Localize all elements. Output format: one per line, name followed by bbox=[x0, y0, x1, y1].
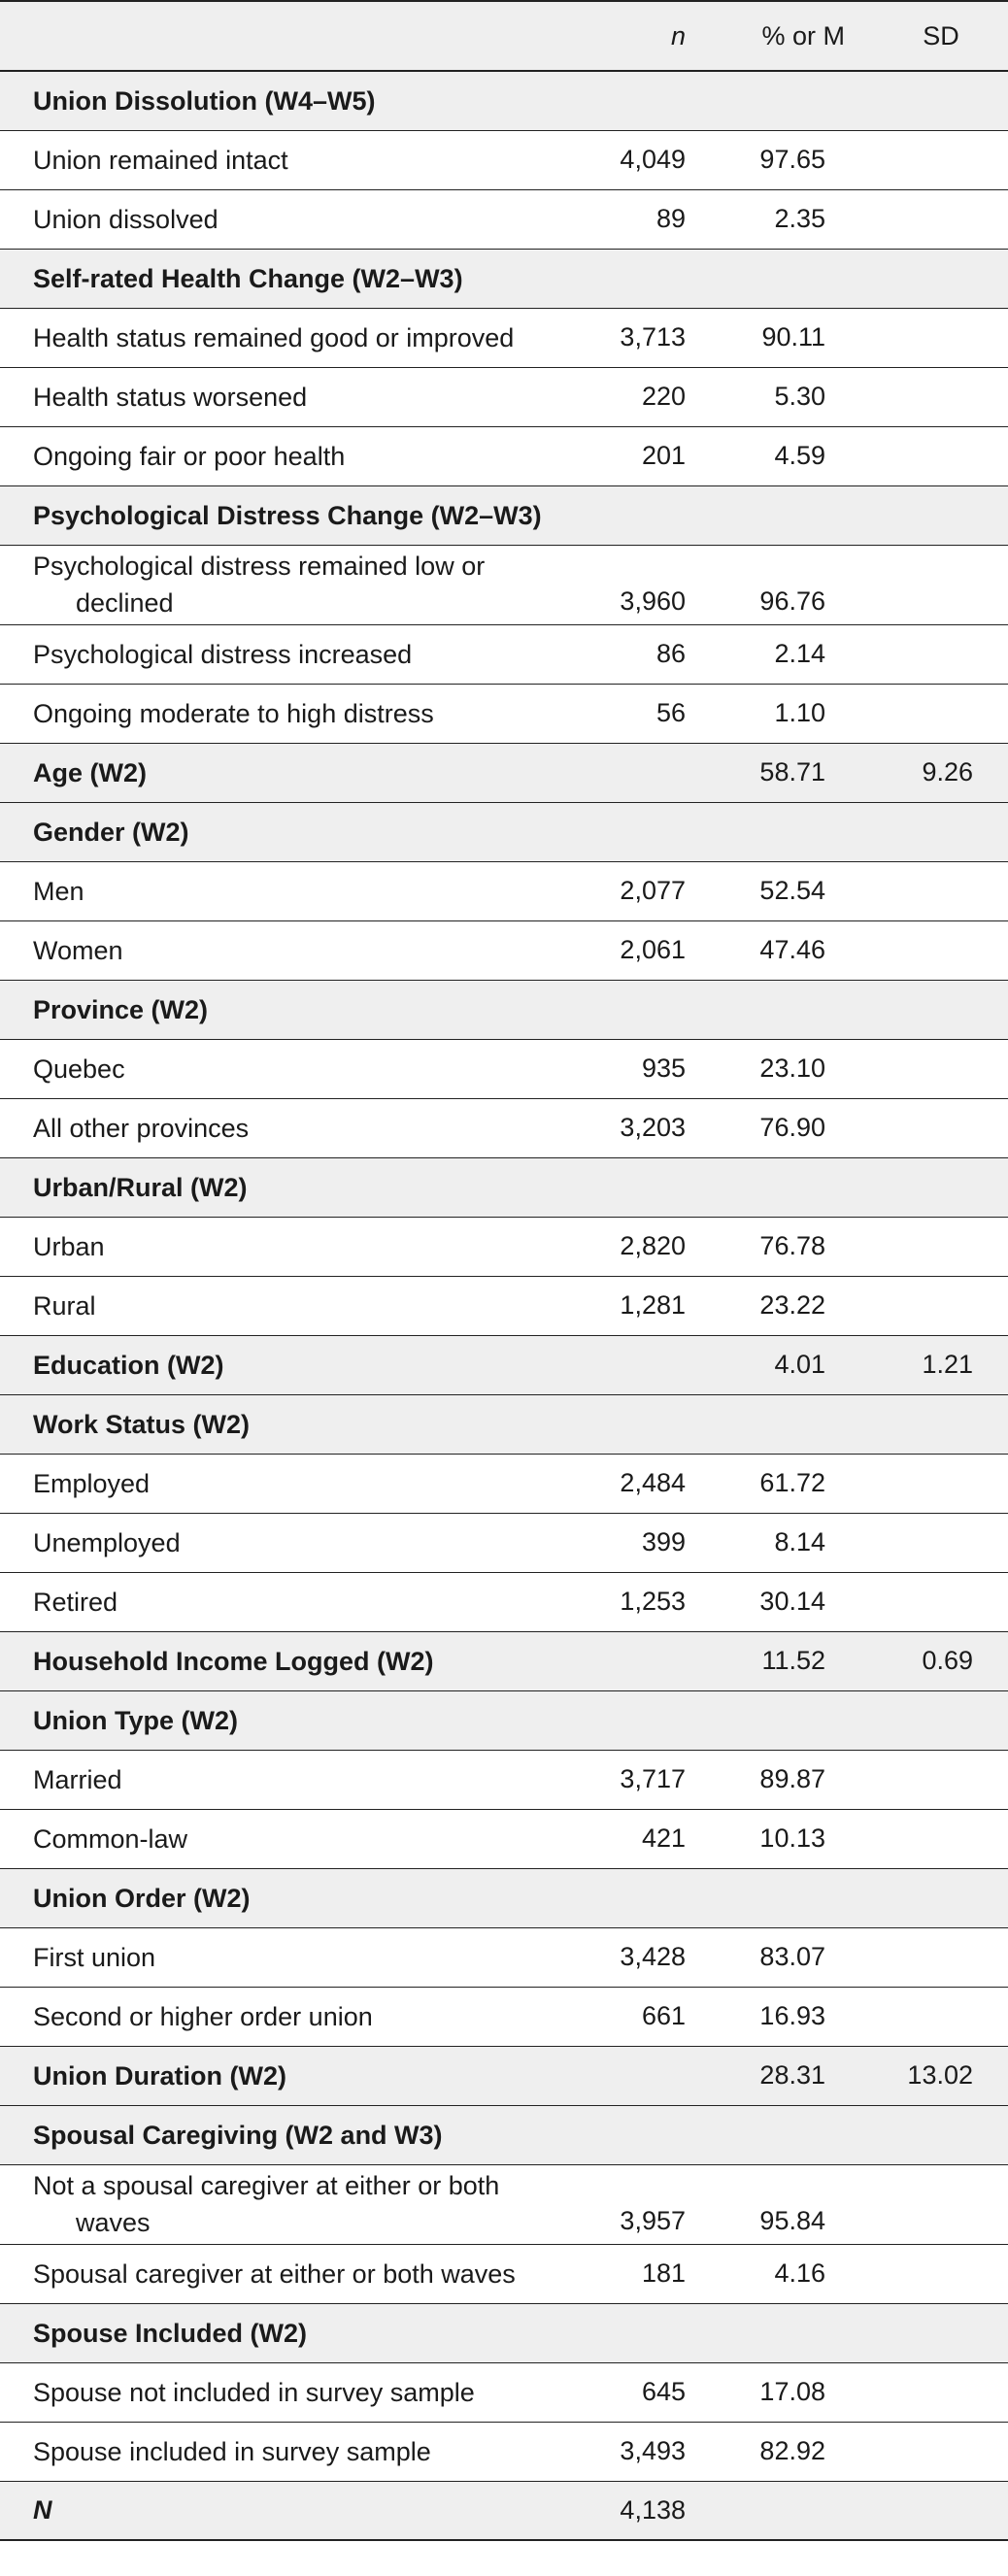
row-label: Urban/Rural (W2) bbox=[33, 1172, 248, 1202]
sd-cell bbox=[874, 2422, 1008, 2481]
n-cell: 2,484 bbox=[620, 1468, 686, 1497]
n-cell: 3,493 bbox=[620, 2436, 686, 2465]
pct-or-mean-cell: 97.65 bbox=[759, 145, 825, 174]
sd-cell bbox=[874, 1572, 1008, 1631]
pct-or-mean-cell: 23.10 bbox=[759, 1054, 825, 1083]
n-cell bbox=[592, 2303, 732, 2362]
row-label: Psychological distress increased bbox=[33, 639, 413, 669]
n-cell: 1,253 bbox=[620, 1587, 686, 1616]
pct-or-mean-cell: 90.11 bbox=[761, 322, 825, 351]
pct-or-mean-cell: 82.92 bbox=[759, 2436, 825, 2465]
n-cell bbox=[592, 1394, 732, 1454]
pct-or-mean-cell bbox=[732, 2481, 874, 2540]
pct-or-mean-cell: 4.59 bbox=[774, 441, 825, 470]
sd-cell bbox=[874, 980, 1008, 1039]
sd-cell bbox=[874, 2362, 1008, 2422]
n-cell bbox=[592, 249, 732, 308]
row-label: Employed bbox=[33, 1468, 151, 1498]
pct-or-mean-cell bbox=[732, 1157, 874, 1217]
row-label: Spousal caregiver at either or both waves bbox=[33, 2258, 516, 2289]
row-label: Ongoing fair or poor health bbox=[33, 441, 346, 471]
table-row bbox=[0, 861, 1008, 920]
row-label: Women bbox=[33, 935, 123, 965]
table-row bbox=[0, 2244, 1008, 2303]
pct-or-mean-cell: 23.22 bbox=[759, 1290, 825, 1320]
table-row bbox=[0, 1454, 1008, 1513]
n-cell: 86 bbox=[655, 639, 686, 668]
header-row bbox=[0, 1, 1008, 71]
table-row bbox=[0, 684, 1008, 743]
pct-or-mean-cell: 10.13 bbox=[759, 1823, 825, 1853]
n-cell: 399 bbox=[641, 1527, 686, 1556]
n-cell: 421 bbox=[641, 1823, 686, 1853]
pct-or-mean-cell: 2.14 bbox=[774, 639, 825, 668]
row-label: Union Type (W2) bbox=[33, 1705, 238, 1735]
row-label: Union dissolved bbox=[33, 204, 218, 234]
header-n: n bbox=[592, 1, 732, 71]
sd-cell bbox=[874, 2105, 1008, 2164]
pct-or-mean-cell bbox=[732, 1394, 874, 1454]
row-label: Spouse Included (W2) bbox=[33, 2318, 308, 2348]
header-label bbox=[0, 1, 592, 71]
table-row bbox=[0, 367, 1008, 426]
sd-cell bbox=[874, 189, 1008, 249]
sd-cell bbox=[874, 684, 1008, 743]
row-label-line-1: Psychological distress remained low or bbox=[33, 552, 486, 581]
section-row bbox=[0, 1868, 1008, 1927]
n-cell bbox=[592, 1868, 732, 1927]
n-cell: 3,713 bbox=[620, 322, 686, 351]
table-row bbox=[0, 426, 1008, 485]
row-label-line-1: Not a spousal caregiver at either or both bbox=[33, 2171, 500, 2200]
sd-cell bbox=[874, 1513, 1008, 1572]
row-label-line-2: waves bbox=[76, 2208, 151, 2237]
n-cell bbox=[592, 980, 732, 1039]
section-row bbox=[0, 1335, 1008, 1394]
sd-cell bbox=[874, 426, 1008, 485]
sd-cell bbox=[874, 249, 1008, 308]
n-cell: 3,717 bbox=[620, 1764, 686, 1793]
n-cell bbox=[592, 2046, 732, 2105]
pct-or-mean-cell: 47.46 bbox=[759, 935, 825, 964]
row-label: Work Status (W2) bbox=[33, 1409, 251, 1439]
n-cell: 4,138 bbox=[620, 2494, 686, 2525]
sd-cell bbox=[874, 1098, 1008, 1157]
table-header bbox=[0, 1, 1008, 71]
n-cell bbox=[592, 743, 732, 802]
row-label: Common-law bbox=[33, 1823, 188, 1854]
n-cell bbox=[592, 2105, 732, 2164]
pct-or-mean-cell: 83.07 bbox=[759, 1942, 825, 1971]
row-label: Household Income Logged (W2) bbox=[33, 1646, 434, 1676]
row-label bbox=[0, 2164, 592, 2244]
sd-cell bbox=[874, 1690, 1008, 1750]
pct-or-mean-cell bbox=[732, 71, 874, 130]
n-cell: 3,960 bbox=[620, 585, 686, 616]
row-label: Gender (W2) bbox=[33, 817, 189, 847]
table-row bbox=[0, 130, 1008, 189]
row-label: Quebec bbox=[33, 1054, 125, 1084]
pct-or-mean-cell: 52.54 bbox=[759, 876, 825, 905]
header-pct-or-mean: % or M bbox=[732, 1, 874, 71]
section-row bbox=[0, 743, 1008, 802]
pct-or-mean-cell: 61.72 bbox=[759, 1468, 825, 1497]
sd-cell bbox=[874, 485, 1008, 545]
row-label: Rural bbox=[33, 1290, 96, 1321]
row-label: All other provinces bbox=[33, 1113, 250, 1143]
total-row bbox=[0, 2481, 1008, 2540]
row-label: Education (W2) bbox=[33, 1350, 224, 1380]
sd-cell bbox=[874, 1217, 1008, 1276]
n-cell: 645 bbox=[641, 2377, 686, 2406]
row-label: Spouse included in survey sample bbox=[33, 2436, 431, 2466]
row-label: Unemployed bbox=[33, 1527, 181, 1557]
table-row bbox=[0, 1809, 1008, 1868]
section-row bbox=[0, 249, 1008, 308]
table-row bbox=[0, 1217, 1008, 1276]
sd-cell bbox=[874, 624, 1008, 684]
n-cell: 56 bbox=[655, 698, 686, 727]
table-row bbox=[0, 1098, 1008, 1157]
sd-cell bbox=[874, 1454, 1008, 1513]
row-label: Union Order (W2) bbox=[33, 1883, 251, 1913]
pct-or-mean-cell: 11.52 bbox=[761, 1646, 825, 1675]
table-row bbox=[0, 920, 1008, 980]
row-label: Second or higher order union bbox=[33, 2001, 373, 2031]
row-label: First union bbox=[33, 1942, 156, 1972]
pct-or-mean-cell: 17.08 bbox=[759, 2377, 825, 2406]
pct-or-mean-cell: 28.31 bbox=[759, 2060, 825, 2090]
row-label: N bbox=[33, 2495, 52, 2526]
n-cell: 661 bbox=[641, 2001, 686, 2030]
sd-cell bbox=[874, 1868, 1008, 1927]
pct-or-mean-cell bbox=[732, 1690, 874, 1750]
pct-or-mean-cell: 4.01 bbox=[774, 1350, 825, 1379]
n-cell: 181 bbox=[641, 2258, 686, 2288]
sd-cell bbox=[874, 1276, 1008, 1335]
n-cell: 4,049 bbox=[620, 145, 686, 174]
sd-cell bbox=[874, 2164, 1008, 2244]
n-cell: 201 bbox=[641, 441, 686, 470]
pct-or-mean-cell bbox=[732, 1868, 874, 1927]
sd-cell bbox=[874, 545, 1008, 624]
row-label: Married bbox=[33, 1764, 122, 1794]
n-cell bbox=[592, 71, 732, 130]
n-cell: 220 bbox=[641, 382, 686, 411]
row-label: Health status remained good or improved bbox=[33, 322, 515, 352]
pct-or-mean-cell: 76.90 bbox=[759, 1113, 825, 1142]
table-row bbox=[0, 1276, 1008, 1335]
table-row bbox=[0, 1572, 1008, 1631]
table-body bbox=[0, 71, 1008, 2540]
n-cell bbox=[592, 1631, 732, 1690]
n-cell bbox=[592, 1690, 732, 1750]
sd-cell bbox=[874, 861, 1008, 920]
table-row bbox=[0, 2362, 1008, 2422]
row-label: Age (W2) bbox=[33, 757, 147, 787]
sd-cell bbox=[874, 130, 1008, 189]
n-cell bbox=[592, 1157, 732, 1217]
sd-cell bbox=[874, 71, 1008, 130]
row-label: Urban bbox=[33, 1231, 105, 1261]
row-label: Union Dissolution (W4–W5) bbox=[33, 85, 376, 116]
pct-or-mean-cell: 58.71 bbox=[759, 757, 825, 786]
table-row bbox=[0, 189, 1008, 249]
n-cell: 2,820 bbox=[620, 1231, 686, 1260]
pct-or-mean-cell: 95.84 bbox=[759, 2205, 825, 2235]
n-cell: 89 bbox=[655, 204, 686, 233]
n-cell: 1,281 bbox=[620, 1290, 686, 1320]
sd-cell bbox=[874, 2303, 1008, 2362]
pct-or-mean-cell bbox=[732, 485, 874, 545]
n-cell bbox=[592, 485, 732, 545]
n-cell: 935 bbox=[641, 1054, 686, 1083]
pct-or-mean-cell bbox=[732, 802, 874, 861]
row-label: Union remained intact bbox=[33, 145, 288, 175]
sd-cell bbox=[874, 1987, 1008, 2046]
sd-cell: 0.69 bbox=[922, 1646, 973, 1675]
header-sd: SD bbox=[874, 1, 1008, 71]
n-cell: 2,077 bbox=[620, 876, 686, 905]
sd-cell: 13.02 bbox=[907, 2060, 973, 2090]
n-cell: 3,428 bbox=[620, 1942, 686, 1971]
pct-or-mean-cell bbox=[732, 2303, 874, 2362]
pct-or-mean-cell: 2.35 bbox=[774, 204, 825, 233]
row-label: Men bbox=[33, 876, 84, 906]
n-cell: 2,061 bbox=[620, 935, 686, 964]
table-row bbox=[0, 545, 1008, 624]
table-row bbox=[0, 1750, 1008, 1809]
pct-or-mean-cell: 76.78 bbox=[759, 1231, 825, 1260]
pct-or-mean-cell bbox=[732, 249, 874, 308]
sd-cell bbox=[874, 1039, 1008, 1098]
row-label: Union Duration (W2) bbox=[33, 2060, 286, 2091]
row-label: Ongoing moderate to high distress bbox=[33, 698, 434, 728]
section-row bbox=[0, 2046, 1008, 2105]
table-row bbox=[0, 1927, 1008, 1987]
sd-cell: 1.21 bbox=[922, 1350, 973, 1379]
table-row bbox=[0, 2422, 1008, 2481]
section-row bbox=[0, 1631, 1008, 1690]
row-label: Psychological Distress Change (W2–W3) bbox=[33, 500, 542, 530]
pct-or-mean-cell: 16.93 bbox=[759, 2001, 825, 2030]
pct-or-mean-cell: 89.87 bbox=[759, 1764, 825, 1793]
table-row bbox=[0, 308, 1008, 367]
table-row bbox=[0, 2164, 1008, 2244]
pct-or-mean-cell bbox=[732, 980, 874, 1039]
sd-cell bbox=[874, 802, 1008, 861]
table-row bbox=[0, 1987, 1008, 2046]
section-row bbox=[0, 2105, 1008, 2164]
section-row bbox=[0, 71, 1008, 130]
pct-or-mean-cell: 30.14 bbox=[759, 1587, 825, 1616]
row-label bbox=[0, 545, 592, 624]
pct-or-mean-cell: 5.30 bbox=[774, 382, 825, 411]
row-label-line-2: declined bbox=[76, 588, 174, 618]
sd-cell bbox=[874, 2244, 1008, 2303]
section-row bbox=[0, 980, 1008, 1039]
sd-cell: 9.26 bbox=[922, 757, 973, 786]
sd-cell bbox=[874, 920, 1008, 980]
row-label: Province (W2) bbox=[33, 994, 209, 1024]
section-row bbox=[0, 1394, 1008, 1454]
row-label: Self-rated Health Change (W2–W3) bbox=[33, 263, 463, 293]
sd-cell bbox=[874, 1157, 1008, 1217]
section-row bbox=[0, 485, 1008, 545]
table-row bbox=[0, 1039, 1008, 1098]
n-cell bbox=[592, 1335, 732, 1394]
pct-or-mean-cell: 4.16 bbox=[774, 2258, 825, 2288]
row-label: Health status worsened bbox=[33, 382, 308, 412]
n-cell: 3,203 bbox=[620, 1113, 686, 1142]
sd-cell bbox=[874, 2481, 1008, 2540]
row-label: Spouse not included in survey sample bbox=[33, 2377, 475, 2407]
sd-cell bbox=[874, 1750, 1008, 1809]
sd-cell bbox=[874, 1809, 1008, 1868]
n-cell: 3,957 bbox=[620, 2205, 686, 2235]
section-row bbox=[0, 802, 1008, 861]
sd-cell bbox=[874, 308, 1008, 367]
row-label: Retired bbox=[33, 1587, 118, 1617]
pct-or-mean-cell: 1.10 bbox=[774, 698, 825, 727]
sd-cell bbox=[874, 1927, 1008, 1987]
section-row bbox=[0, 1157, 1008, 1217]
sd-cell bbox=[874, 367, 1008, 426]
table-row bbox=[0, 624, 1008, 684]
sd-cell bbox=[874, 1394, 1008, 1454]
n-cell bbox=[592, 802, 732, 861]
section-row bbox=[0, 1690, 1008, 1750]
row-label: Spousal Caregiving (W2 and W3) bbox=[33, 2120, 443, 2150]
pct-or-mean-cell: 8.14 bbox=[774, 1527, 825, 1556]
pct-or-mean-cell bbox=[732, 2105, 874, 2164]
section-row bbox=[0, 2303, 1008, 2362]
table-row bbox=[0, 1513, 1008, 1572]
pct-or-mean-cell: 96.76 bbox=[759, 585, 825, 616]
